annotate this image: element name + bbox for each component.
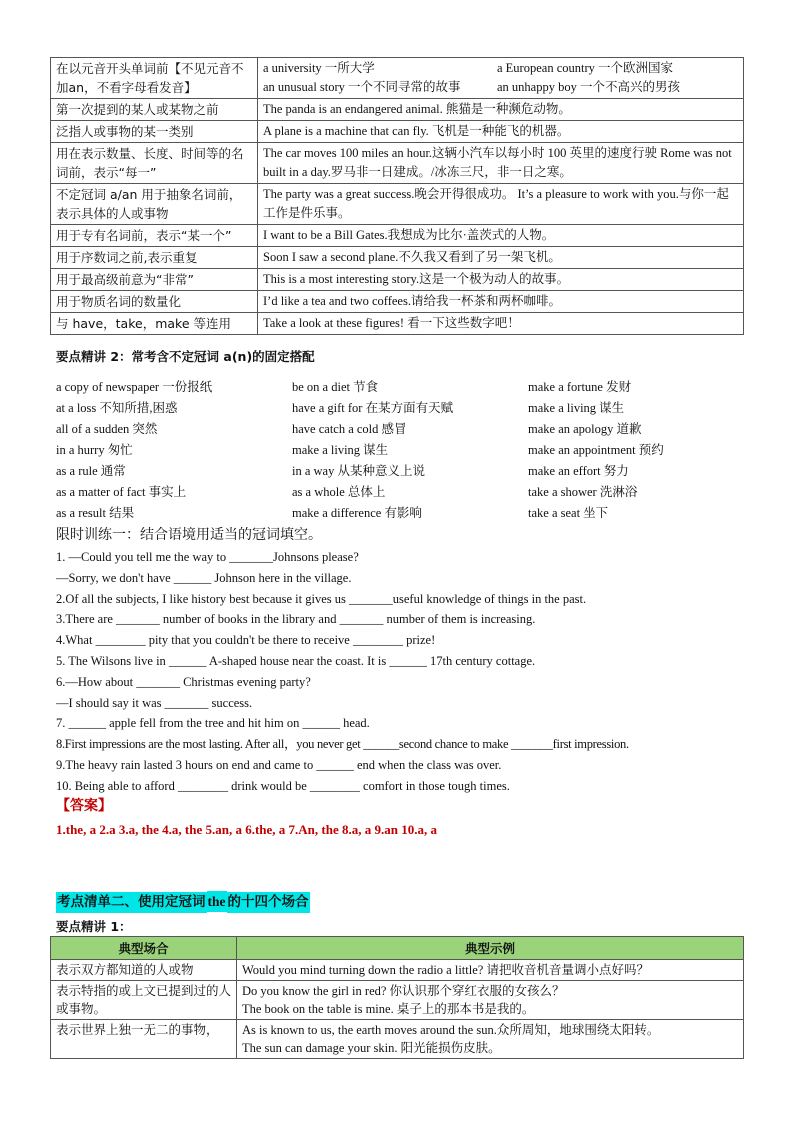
phrase: have a gift for 在某方面有天赋 [292, 401, 454, 415]
example-text: As is known to us, the earth moves around the sun.众所周知，地球围绕太阳转。 [242, 1023, 660, 1037]
exercise-line: 10. Being able to afford ________ drink would be ________ comfort in those tough times. [56, 778, 510, 793]
phrase: take a shower 洗淋浴 [528, 485, 638, 499]
usage-cell: 用在表示数量、长度、时间等的名词前，表示“每一” [51, 143, 258, 184]
example-cell: Take a look at these figures! 看一下这些数字吧！ [258, 313, 744, 335]
phrase: be on a diet 节食 [292, 380, 379, 394]
example-text: a European country 一个欧洲国家 [497, 61, 674, 75]
usage-cell: 表示世界上独一无二的事物， [51, 1020, 237, 1059]
exercise-block [56, 523, 756, 797]
usage-cell: 不定冠词 a/an 用于抽象名词前，表示具体的人或事物 [51, 184, 258, 225]
example-cell: I’d like a tea and two coffees.请给我一杯茶和两杯咖啡。 [258, 291, 744, 313]
usage-cell: 用于最高级前意为“非常” [51, 269, 258, 291]
phrase: make a living 谋生 [528, 401, 625, 415]
example-text: The sun can damage your skin. 阳光能损伤皮肤。 [242, 1041, 501, 1055]
phrase: make a living 谋生 [292, 443, 389, 457]
list-item [56, 461, 756, 482]
answer-heading: 【答案】 [56, 798, 112, 814]
table-row [51, 58, 744, 99]
title-part: 的十四个场合 [227, 892, 310, 913]
phrase: make an appointment 预约 [528, 443, 664, 457]
column-header: 典型场合 [51, 937, 237, 960]
article-usage-table-1 [50, 57, 744, 335]
phrase: make an apology 道歉 [528, 422, 642, 436]
exercise-title: 限时训练一：结合语境用适当的冠词填空。 [56, 527, 322, 543]
phrase: at a loss 不知所措,困惑 [56, 401, 178, 415]
table-row [51, 981, 744, 1020]
usage-cell: 表示特指的或上文已提到过的人或事物。 [51, 981, 237, 1020]
phrase: make a fortune 发财 [528, 380, 632, 394]
exercise-line: 2.Of all the subjects, I like history best because it gives us _______useful knowledge of things in the past. [56, 591, 587, 606]
list-item [56, 440, 756, 461]
example-cell [237, 960, 744, 981]
phrase: make a difference 有影响 [292, 506, 422, 520]
example-cell: I want to be a Bill Gates.我想成为比尔·盖茨式的人物。 [258, 225, 744, 247]
phrase: as a matter of fact 事实上 [56, 485, 187, 499]
article-usage-table-2 [50, 936, 744, 1059]
exercise-line: 1. —Could you tell me the way to _______Johnsons please? [56, 550, 359, 564]
table-row [51, 960, 744, 981]
phrase: take a seat 坐下 [528, 506, 609, 520]
exercise-line: —Sorry, we don't have ______ Johnson here in the village. [56, 570, 352, 585]
table-row [51, 99, 744, 121]
table-header-row [51, 937, 744, 960]
list-item [56, 482, 756, 503]
usage-cell: 在以元音开头单词前【不见元音不加an，不看字母看发音】 [51, 58, 258, 99]
answer-text: 1.the, a 2.a 3.a, the 4.a, the 5.an, a 6.the, a 7.An, the 8.a, a 9.an 10.a, a [56, 822, 437, 837]
exercise-line: —I should say it was _______ success. [56, 695, 253, 710]
example-cell [237, 981, 744, 1020]
example-text: The book on the table is mine. 桌子上的那本书是我的。 [242, 1002, 535, 1016]
usage-cell: 用于序数词之前,表示重复 [51, 247, 258, 269]
example-text: Do you know the girl in red? 你认识那个穿红衣服的女孩么？ [242, 984, 565, 998]
table-row [51, 184, 744, 225]
section-3-subtitle: 要点精讲 1： [56, 919, 132, 934]
table-row [51, 121, 744, 143]
title-part: 考点清单二、使用定冠词 [56, 892, 207, 913]
example-cell: Soon I saw a second plane.不久我又看到了另一架飞机。 [258, 247, 744, 269]
phrase: as a result 结果 [56, 506, 135, 520]
exercise-line: 6.—How about _______ Christmas evening party? [56, 674, 311, 689]
example-cell [258, 58, 744, 99]
column-header: 典型示例 [237, 937, 744, 960]
exercise-line: 7. ______ apple fell from the tree and hit him on ______ head. [56, 716, 370, 731]
example-cell: The panda is an endangered animal. 熊猫是一种濒危动物。 [258, 99, 744, 121]
phrase: in a hurry 匆忙 [56, 443, 133, 457]
example-cell: A plane is a machine that can fly. 飞机是一种能飞的机器。 [258, 121, 744, 143]
example-cell [237, 1020, 744, 1059]
list-item [56, 398, 756, 419]
usage-cell: 表示双方都知道的人或物 [51, 960, 237, 981]
example-text: an unusual story 一个不同寻常的故事 [263, 80, 461, 94]
list-item [56, 419, 756, 440]
example-cell: The party was a great success.晚会开得很成功。 It’s a pleasure to work with you.与你一起工作是件乐事。 [258, 184, 744, 225]
phrase: a copy of newspaper 一份报纸 [56, 380, 213, 394]
exercise-line: 5. The Wilsons live in ______ A-shaped house near the coast. It is ______ 17th century cottage. [56, 653, 536, 668]
table-row [51, 225, 744, 247]
example-text: a university 一所大学 [263, 61, 375, 75]
table-row [51, 1020, 744, 1059]
list-item [56, 377, 756, 398]
usage-cell: 用于专有名词前，表示“某一个” [51, 225, 258, 247]
example-cell: The car moves 100 miles an hour.这辆小汽车以每小时 100 英里的速度行驶 Rome was not built in a day.罗马非一日建成。/冰冻三尺，非一日之寒。 [258, 143, 744, 184]
usage-cell: 泛指人或事物的某一类别 [51, 121, 258, 143]
table-row [51, 313, 744, 335]
example-text: Would you mind turning down the radio a little? 请把收音机音量调小点好吗？ [242, 963, 649, 977]
exercise-line: 8.First impressions are the most lasting. After all，you never get ______second chance to make _______first impression. [56, 737, 629, 752]
exercise-line: 9.The heavy rain lasted 3 hours on end and came to ______ end when the class was over. [56, 757, 502, 772]
exercise-line: 4.What ________ pity that you couldn't be there to receive ________ prize! [56, 633, 436, 648]
example-text: an unhappy boy 一个不高兴的男孩 [497, 80, 680, 94]
phrase: all of a sudden 突然 [56, 422, 158, 436]
phrase: make an effort 努力 [528, 464, 629, 478]
table-row [51, 247, 744, 269]
phrase: in a way 从某种意义上说 [292, 464, 425, 478]
table-row [51, 269, 744, 291]
usage-cell: 用于物质名词的数量化 [51, 291, 258, 313]
exercise-line: 3.There are _______ number of books in the library and _______ number of them is increasing. [56, 612, 536, 627]
section-2-title: 要点精讲 2：常考含不定冠词 a(n)的固定搭配 [56, 349, 315, 364]
section-3-title [56, 891, 310, 912]
table-row [51, 143, 744, 184]
phrase: as a whole 总体上 [292, 485, 386, 499]
usage-cell: 与 have，take，make 等连用 [51, 313, 258, 335]
table-row [51, 291, 744, 313]
example-cell: This is a most interesting story.这是一个极为动人的故事。 [258, 269, 744, 291]
usage-cell: 第一次提到的某人或某物之前 [51, 99, 258, 121]
list-item [56, 503, 756, 524]
phrase: have catch a cold 感冒 [292, 422, 407, 436]
title-part: the [207, 891, 227, 912]
phrase: as a rule 通常 [56, 464, 126, 478]
fixed-phrases-list [56, 377, 756, 524]
